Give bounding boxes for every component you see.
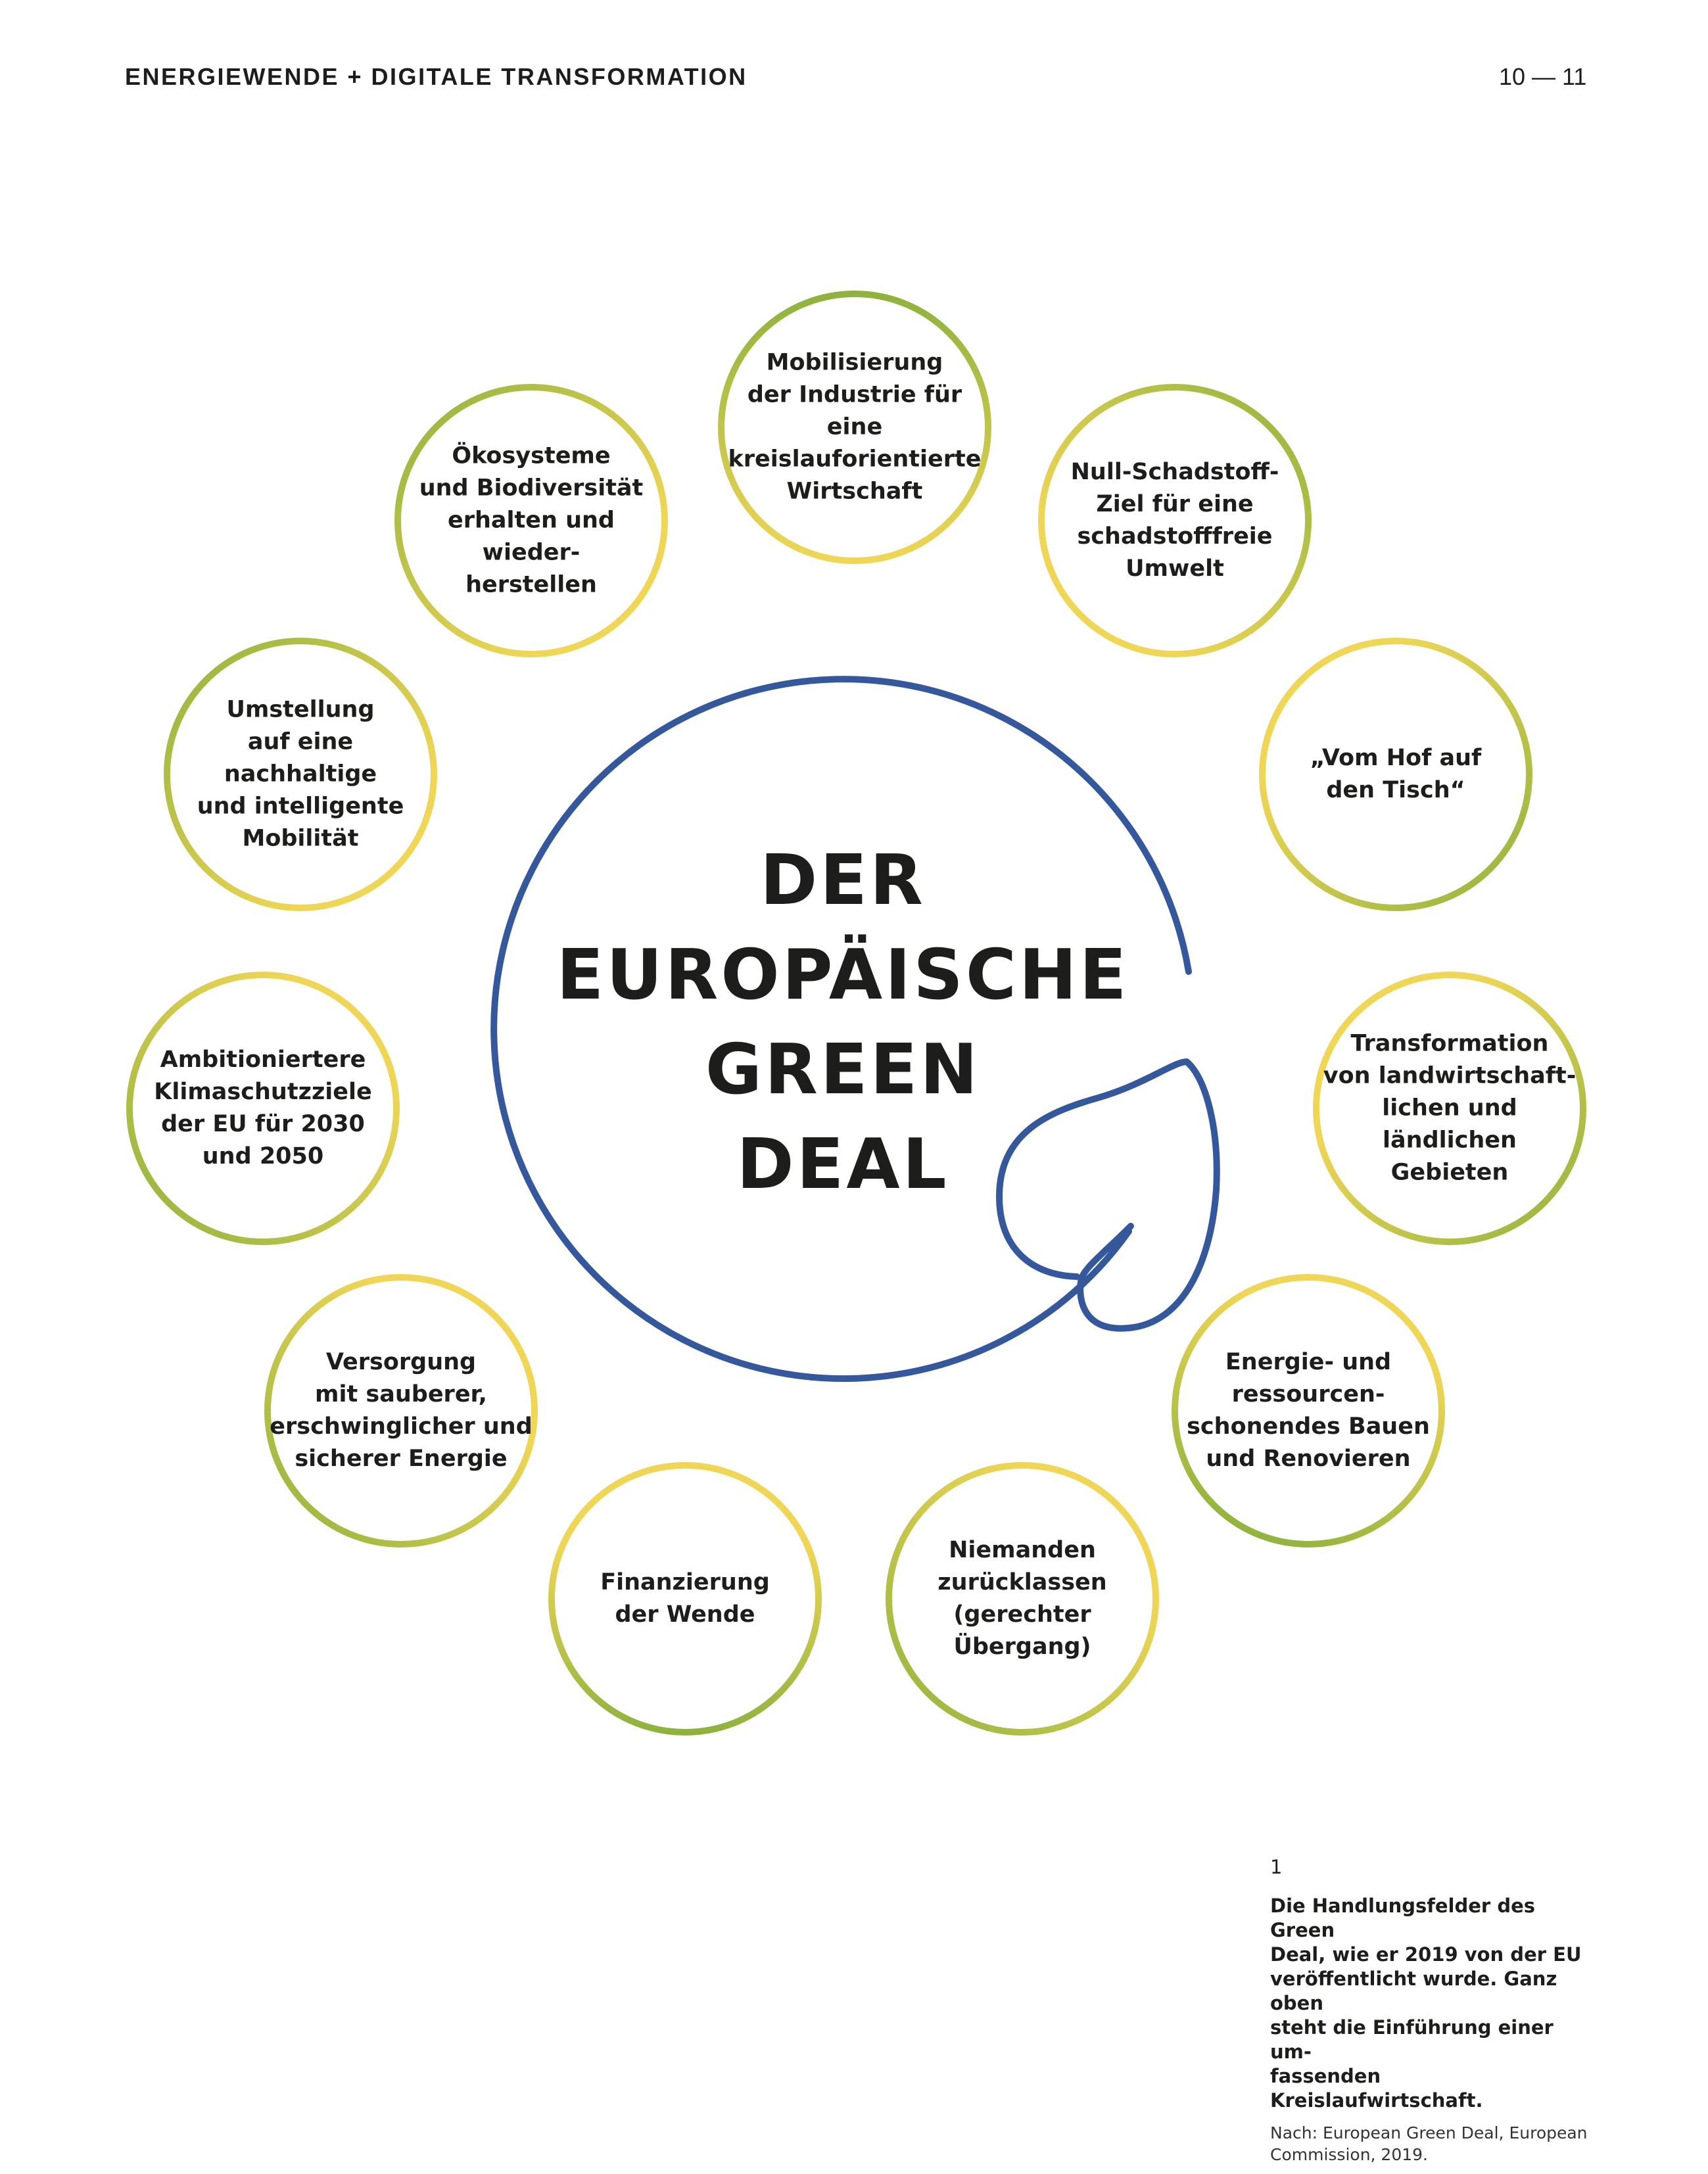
- bubble-label: Versorgung mit sauberer, erschwinglicher und sicherer Energie: [270, 1349, 533, 1472]
- caption-source: Nach: European Green Deal, European Commission, 2019.: [1270, 2123, 1588, 2164]
- page-number: 10 — 11: [1499, 63, 1587, 90]
- bubble-label: Mobilisierung der Industrie für eine kreislauforientierte Wirtschaft: [728, 349, 982, 505]
- bubble-label: Niemanden zurücklassen (gerechter Übergang): [937, 1537, 1107, 1660]
- bubble-label: Ökosysteme und Biodiversität erhalten und wieder- herstellen: [419, 442, 644, 598]
- bubble-label: Ambitioniertere Klimaschutzziele der EU für 2030 und 2050: [154, 1047, 372, 1170]
- figure-caption: [1270, 1855, 1599, 2165]
- header-title: ENERGIEWENDE + DIGITALE TRANSFORMATION: [125, 63, 747, 90]
- caption-number: 1: [1270, 1856, 1283, 1878]
- bubble-label: „Vom Hof auf den Tisch“: [1310, 745, 1482, 803]
- bubble-label: Transformation von landwirtschaft- lichen und ländlichen Gebieten: [1323, 1030, 1577, 1186]
- bubble-label: Energie- und ressourcen- schonendes Bauen und Renovieren: [1187, 1349, 1430, 1472]
- bubble-label: Null-Schadstoff- Ziel für eine schadstofffreie Umwelt: [1070, 459, 1279, 582]
- bubble-label: Finanzierung der Wende: [600, 1569, 770, 1628]
- bubble-label: Umstellung auf eine nachhaltige und intelligente Mobilität: [197, 696, 404, 852]
- caption-text: Die Handlungsfelder des Green Deal, wie er 2019 von der EU veröffentlicht wurde. Ganz oben steht die Einführung einer um- fassenden Kreislaufwirtschaft.: [1270, 1895, 1582, 2112]
- center-title: DER EUROPÄISCHE GREEN DEAL: [556, 840, 1129, 1204]
